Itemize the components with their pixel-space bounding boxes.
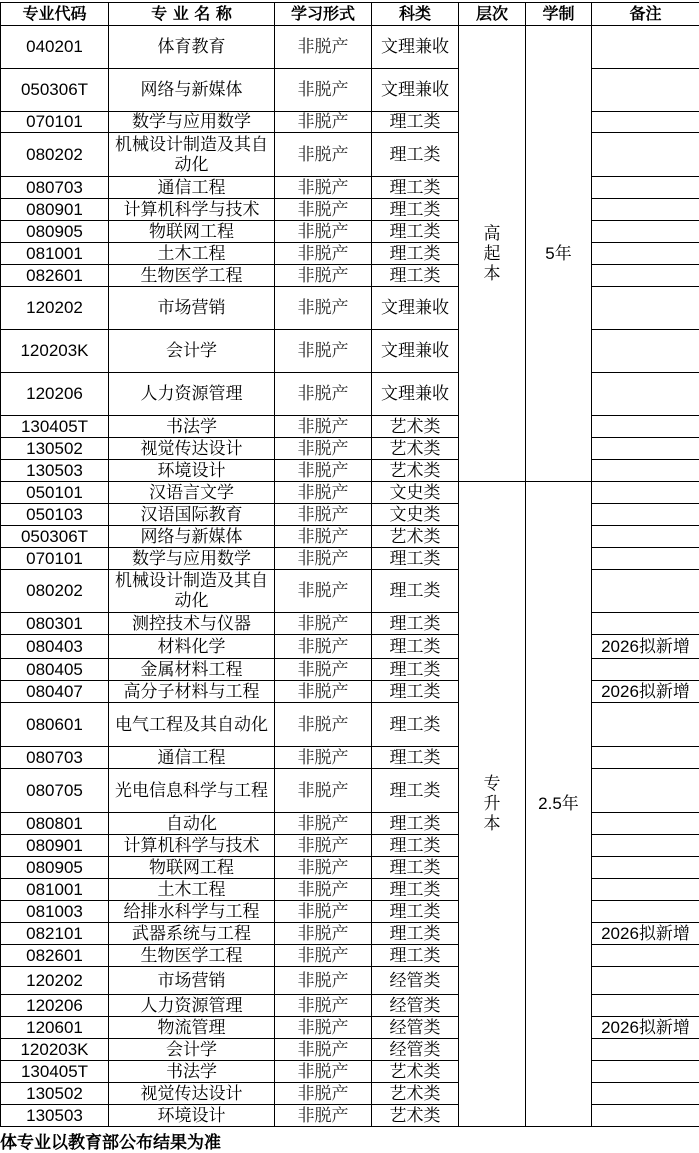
- remark: [592, 857, 699, 879]
- major-name: 通信工程: [109, 747, 275, 769]
- subject-category: 文理兼收: [372, 330, 459, 373]
- major-name: 机械设计制造及其自动化: [109, 133, 275, 177]
- remark: [592, 813, 699, 835]
- study-mode: 非脱产: [275, 133, 372, 177]
- table-row: [1, 26, 699, 69]
- major-name: 生物医学工程: [109, 945, 275, 967]
- table-row: [1, 703, 699, 747]
- major-code: 050101: [1, 482, 109, 504]
- remark: [592, 112, 699, 133]
- table-row: [1, 635, 699, 659]
- table-row: [1, 177, 699, 199]
- footer-note: 体专业以教育部公布结果为准: [0, 1128, 221, 1153]
- table-row: [1, 995, 699, 1017]
- study-mode: 非脱产: [275, 659, 372, 681]
- remark: [592, 1061, 699, 1083]
- remark: [592, 1039, 699, 1061]
- major-code: 081001: [1, 879, 109, 901]
- major-code: 082601: [1, 945, 109, 967]
- study-mode: 非脱产: [275, 460, 372, 482]
- study-mode: 非脱产: [275, 835, 372, 857]
- study-mode: 非脱产: [275, 923, 372, 945]
- major-name: 材料化学: [109, 635, 275, 659]
- remark: [592, 659, 699, 681]
- major-name: 高分子材料与工程: [109, 681, 275, 703]
- table-row: [1, 221, 699, 243]
- major-name: 计算机科学与技术: [109, 199, 275, 221]
- subject-category: 艺术类: [372, 416, 459, 438]
- education-level-text: 专升本: [482, 774, 502, 834]
- major-name: 物联网工程: [109, 857, 275, 879]
- study-mode: 非脱产: [275, 416, 372, 438]
- remark: [592, 26, 699, 69]
- study-mode: 非脱产: [275, 221, 372, 243]
- major-code: 120202: [1, 967, 109, 995]
- subject-category: 艺术类: [372, 438, 459, 460]
- major-name: 金属材料工程: [109, 659, 275, 681]
- subject-category: 经管类: [372, 1039, 459, 1061]
- study-mode: 非脱产: [275, 69, 372, 112]
- remark: [592, 373, 699, 416]
- subject-category: 理工类: [372, 177, 459, 199]
- study-mode: 非脱产: [275, 265, 372, 287]
- major-code: 080905: [1, 857, 109, 879]
- table-row: [1, 769, 699, 813]
- study-mode: 非脱产: [275, 199, 372, 221]
- major-name: 市场营销: [109, 287, 275, 330]
- header-name: 专 业 名 称: [109, 3, 275, 26]
- major-code: 080405: [1, 659, 109, 681]
- study-mode: 非脱产: [275, 703, 372, 747]
- major-code: 080901: [1, 835, 109, 857]
- major-name: 电气工程及其自动化: [109, 703, 275, 747]
- header-level: 层次: [459, 3, 526, 26]
- major-code: 080301: [1, 613, 109, 635]
- major-name: 机械设计制造及其自动化: [109, 570, 275, 613]
- header-code: 专业代码: [1, 3, 109, 26]
- study-mode: 非脱产: [275, 438, 372, 460]
- remark: [592, 835, 699, 857]
- major-name: 环境设计: [109, 460, 275, 482]
- major-code: 080403: [1, 635, 109, 659]
- major-name: 数学与应用数学: [109, 548, 275, 570]
- remark: [592, 199, 699, 221]
- major-code: 130502: [1, 438, 109, 460]
- table-row: [1, 112, 699, 133]
- major-name: 视觉传达设计: [109, 438, 275, 460]
- table-row: [1, 1083, 699, 1105]
- major-name: 体育教育: [109, 26, 275, 69]
- subject-category: 文理兼收: [372, 373, 459, 416]
- table-row: [1, 813, 699, 835]
- subject-category: 理工类: [372, 613, 459, 635]
- major-code: 130502: [1, 1083, 109, 1105]
- table-row: [1, 835, 699, 857]
- major-code: 040201: [1, 26, 109, 69]
- study-mode: 非脱产: [275, 1017, 372, 1039]
- major-name: 会计学: [109, 1039, 275, 1061]
- remark: [592, 1105, 699, 1127]
- remark: [592, 995, 699, 1017]
- study-duration: 2.5年: [526, 482, 592, 1127]
- subject-category: 理工类: [372, 703, 459, 747]
- study-mode: 非脱产: [275, 287, 372, 330]
- major-name: 武器系统与工程: [109, 923, 275, 945]
- table-row: [1, 287, 699, 330]
- study-mode: 非脱产: [275, 26, 372, 69]
- major-code: 120203K: [1, 1039, 109, 1061]
- major-code: 080601: [1, 703, 109, 747]
- remark: [592, 416, 699, 438]
- subject-category: 理工类: [372, 635, 459, 659]
- major-name: 网络与新媒体: [109, 69, 275, 112]
- header-years: 学制: [526, 3, 592, 26]
- table-row: [1, 681, 699, 703]
- header-mode: 学习形式: [275, 3, 372, 26]
- subject-category: 理工类: [372, 133, 459, 177]
- study-mode: 非脱产: [275, 1083, 372, 1105]
- table-row: [1, 504, 699, 526]
- subject-category: 文史类: [372, 482, 459, 504]
- education-level: [459, 26, 526, 482]
- remark: [592, 133, 699, 177]
- table-row: [1, 945, 699, 967]
- major-name: 数学与应用数学: [109, 112, 275, 133]
- remark: 2026拟新增: [592, 1017, 699, 1039]
- remark: [592, 879, 699, 901]
- subject-category: 文史类: [372, 504, 459, 526]
- table-row: [1, 1061, 699, 1083]
- subject-category: 经管类: [372, 967, 459, 995]
- major-code: 130405T: [1, 1061, 109, 1083]
- remark: [592, 69, 699, 112]
- major-name: 通信工程: [109, 177, 275, 199]
- study-mode: 非脱产: [275, 681, 372, 703]
- major-name: 自动化: [109, 813, 275, 835]
- remark: [592, 613, 699, 635]
- study-mode: 非脱产: [275, 945, 372, 967]
- study-mode: 非脱产: [275, 1061, 372, 1083]
- study-mode: 非脱产: [275, 112, 372, 133]
- subject-category: 文理兼收: [372, 287, 459, 330]
- major-name: 会计学: [109, 330, 275, 373]
- subject-category: 经管类: [372, 995, 459, 1017]
- major-code: 080705: [1, 769, 109, 813]
- major-code: 070101: [1, 548, 109, 570]
- remark: [592, 526, 699, 548]
- table-row: [1, 901, 699, 923]
- table-row: [1, 265, 699, 287]
- subject-category: 理工类: [372, 221, 459, 243]
- major-name: 物流管理: [109, 1017, 275, 1039]
- table-row: [1, 879, 699, 901]
- header-category: 科类: [372, 3, 459, 26]
- study-mode: 非脱产: [275, 504, 372, 526]
- major-code: 082601: [1, 265, 109, 287]
- major-code: 080202: [1, 133, 109, 177]
- subject-category: 理工类: [372, 901, 459, 923]
- table-row: [1, 526, 699, 548]
- table-row: [1, 460, 699, 482]
- subject-category: 艺术类: [372, 1061, 459, 1083]
- subject-category: 理工类: [372, 879, 459, 901]
- major-name: 生物医学工程: [109, 265, 275, 287]
- study-mode: 非脱产: [275, 243, 372, 265]
- major-name: 书法学: [109, 1061, 275, 1083]
- study-mode: 非脱产: [275, 901, 372, 923]
- major-name: 测控技术与仪器: [109, 613, 275, 635]
- major-code: 120601: [1, 1017, 109, 1039]
- remark: [592, 901, 699, 923]
- major-name: 计算机科学与技术: [109, 835, 275, 857]
- remark: [592, 504, 699, 526]
- subject-category: 艺术类: [372, 1083, 459, 1105]
- table-row: [1, 1105, 699, 1127]
- major-code: 120206: [1, 373, 109, 416]
- table-row: [1, 199, 699, 221]
- major-code: 080407: [1, 681, 109, 703]
- subject-category: 理工类: [372, 265, 459, 287]
- study-mode: 非脱产: [275, 330, 372, 373]
- major-name: 书法学: [109, 416, 275, 438]
- major-code: 081003: [1, 901, 109, 923]
- table-body: [1, 26, 699, 1127]
- remark: 2026拟新增: [592, 923, 699, 945]
- table-row: [1, 570, 699, 613]
- table-row: [1, 923, 699, 945]
- major-code: 080901: [1, 199, 109, 221]
- subject-category: 理工类: [372, 835, 459, 857]
- remark: 2026拟新增: [592, 635, 699, 659]
- remark: [592, 221, 699, 243]
- major-code: 120202: [1, 287, 109, 330]
- major-code: 120203K: [1, 330, 109, 373]
- subject-category: 理工类: [372, 769, 459, 813]
- education-level: [459, 482, 526, 1127]
- major-name: 视觉传达设计: [109, 1083, 275, 1105]
- major-code: 080905: [1, 221, 109, 243]
- remark: [592, 330, 699, 373]
- major-code: 080801: [1, 813, 109, 835]
- subject-category: 文理兼收: [372, 26, 459, 69]
- remark: [592, 967, 699, 995]
- major-code: 050306T: [1, 69, 109, 112]
- education-level-text: 高起本: [482, 224, 502, 284]
- table-row: [1, 1039, 699, 1061]
- remark: [592, 548, 699, 570]
- major-name: 汉语国际教育: [109, 504, 275, 526]
- table-row: [1, 857, 699, 879]
- major-name: 光电信息科学与工程: [109, 769, 275, 813]
- major-name: 人力资源管理: [109, 995, 275, 1017]
- subject-category: 理工类: [372, 945, 459, 967]
- remark: [592, 438, 699, 460]
- study-mode: 非脱产: [275, 967, 372, 995]
- major-code: 070101: [1, 112, 109, 133]
- table-row: [1, 438, 699, 460]
- table-row: [1, 1017, 699, 1039]
- study-mode: 非脱产: [275, 747, 372, 769]
- major-name: 物联网工程: [109, 221, 275, 243]
- remark: [592, 177, 699, 199]
- major-code: 050306T: [1, 526, 109, 548]
- study-mode: 非脱产: [275, 613, 372, 635]
- table-row: [1, 482, 699, 504]
- remark: [592, 243, 699, 265]
- major-name: 汉语言文学: [109, 482, 275, 504]
- study-mode: 非脱产: [275, 995, 372, 1017]
- subject-category: 艺术类: [372, 460, 459, 482]
- table-row: [1, 548, 699, 570]
- study-mode: 非脱产: [275, 813, 372, 835]
- remark: 2026拟新增: [592, 681, 699, 703]
- study-mode: 非脱产: [275, 548, 372, 570]
- table-row: [1, 747, 699, 769]
- remark: [592, 769, 699, 813]
- subject-category: 理工类: [372, 570, 459, 613]
- remark: [592, 287, 699, 330]
- study-mode: 非脱产: [275, 570, 372, 613]
- study-mode: 非脱产: [275, 373, 372, 416]
- study-mode: 非脱产: [275, 1039, 372, 1061]
- major-code: 081001: [1, 243, 109, 265]
- subject-category: 文理兼收: [372, 69, 459, 112]
- remark: [592, 747, 699, 769]
- subject-category: 理工类: [372, 659, 459, 681]
- table-row: [1, 330, 699, 373]
- remark: [592, 1083, 699, 1105]
- major-code: 130405T: [1, 416, 109, 438]
- table-row: [1, 967, 699, 995]
- majors-table: [0, 2, 699, 1127]
- study-mode: 非脱产: [275, 769, 372, 813]
- major-name: 给排水科学与工程: [109, 901, 275, 923]
- major-name: 人力资源管理: [109, 373, 275, 416]
- remark: [592, 482, 699, 504]
- major-code: 120206: [1, 995, 109, 1017]
- major-code: 080703: [1, 177, 109, 199]
- subject-category: 艺术类: [372, 526, 459, 548]
- table-row: [1, 613, 699, 635]
- subject-category: 理工类: [372, 813, 459, 835]
- major-name: 环境设计: [109, 1105, 275, 1127]
- subject-category: 理工类: [372, 681, 459, 703]
- major-code: 130503: [1, 1105, 109, 1127]
- major-name: 土木工程: [109, 243, 275, 265]
- table-row: [1, 243, 699, 265]
- major-code: 082101: [1, 923, 109, 945]
- remark: [592, 703, 699, 747]
- subject-category: 理工类: [372, 747, 459, 769]
- table-row: [1, 659, 699, 681]
- remark: [592, 265, 699, 287]
- major-code: 080703: [1, 747, 109, 769]
- study-mode: 非脱产: [275, 635, 372, 659]
- study-mode: 非脱产: [275, 857, 372, 879]
- study-mode: 非脱产: [275, 526, 372, 548]
- study-mode: 非脱产: [275, 879, 372, 901]
- study-mode: 非脱产: [275, 482, 372, 504]
- major-code: 130503: [1, 460, 109, 482]
- remark: [592, 945, 699, 967]
- header-row: [1, 3, 699, 26]
- table-row: [1, 373, 699, 416]
- remark: [592, 570, 699, 613]
- major-name: 土木工程: [109, 879, 275, 901]
- subject-category: 理工类: [372, 857, 459, 879]
- study-duration: 5年: [526, 26, 592, 482]
- study-mode: 非脱产: [275, 177, 372, 199]
- subject-category: 经管类: [372, 1017, 459, 1039]
- table-row: [1, 69, 699, 112]
- major-name: 网络与新媒体: [109, 526, 275, 548]
- subject-category: 理工类: [372, 112, 459, 133]
- major-name: 市场营销: [109, 967, 275, 995]
- table-row: [1, 133, 699, 177]
- subject-category: 理工类: [372, 243, 459, 265]
- table-row: [1, 416, 699, 438]
- remark: [592, 460, 699, 482]
- subject-category: 理工类: [372, 199, 459, 221]
- header-note: 备注: [592, 3, 699, 26]
- subject-category: 理工类: [372, 923, 459, 945]
- study-mode: 非脱产: [275, 1105, 372, 1127]
- subject-category: 艺术类: [372, 1105, 459, 1127]
- major-code: 080202: [1, 570, 109, 613]
- subject-category: 理工类: [372, 548, 459, 570]
- major-code: 050103: [1, 504, 109, 526]
